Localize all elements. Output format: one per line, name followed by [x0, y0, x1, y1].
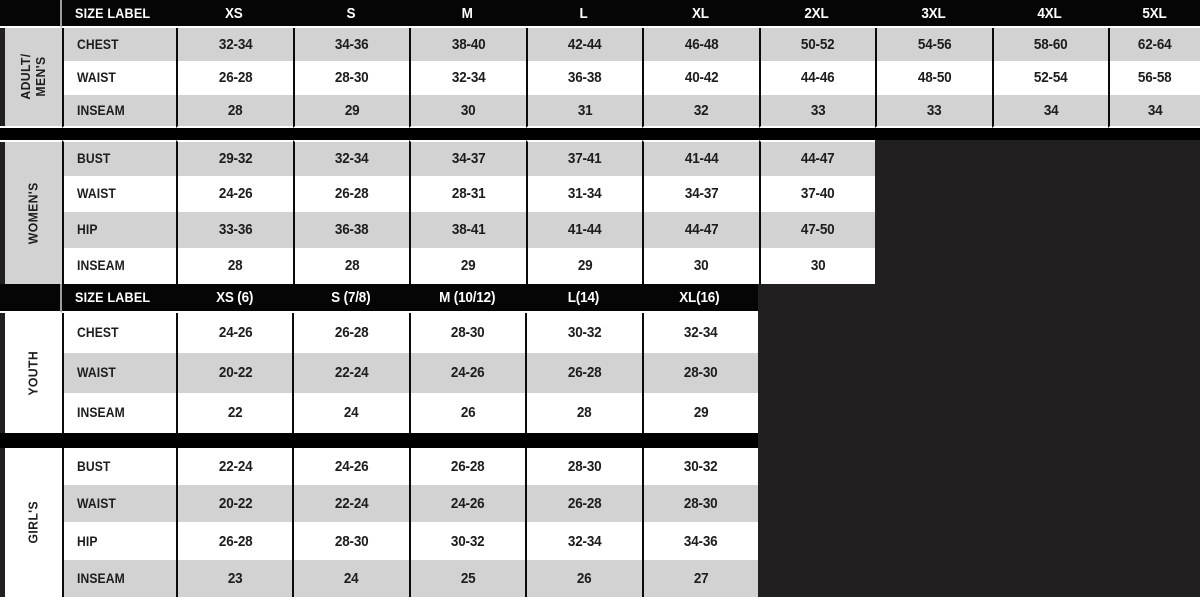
row-label: BUST: [77, 151, 111, 167]
header-size-cell: [409, 284, 525, 313]
measurement-value: 58-60: [1033, 36, 1068, 54]
measurement-cell: [642, 522, 758, 559]
header-size: M (10/12): [438, 288, 496, 306]
side-label-line: WOMEN'S: [25, 182, 41, 244]
side-label-line: YOUTH: [25, 350, 41, 396]
measurement-value: 36-38: [567, 69, 602, 87]
measurement-cell: [409, 248, 526, 284]
measurement-value: 28: [577, 404, 592, 422]
measurement-value: 32-34: [567, 532, 602, 550]
measurement-cell: [176, 248, 293, 284]
measurement-cell: [1108, 28, 1200, 61]
measurement-value: 29: [344, 101, 360, 119]
row-label-cell: [62, 560, 176, 597]
measurement-cell: [526, 248, 643, 284]
measurement-cell: [409, 28, 526, 61]
measurement-cell: [642, 448, 758, 485]
header-size-cell: [176, 284, 292, 313]
section-separator: [0, 433, 758, 448]
measurement-value: 30-32: [451, 532, 485, 550]
row-label-cell: [62, 176, 176, 212]
measurement-value: 22: [227, 404, 243, 422]
measurement-value: 24-26: [451, 495, 485, 513]
measurement-value: 30: [810, 257, 826, 275]
measurement-cell: [759, 61, 876, 94]
measurement-cell: [176, 560, 292, 597]
measurement-cell: [759, 28, 876, 61]
measurement-cell: [176, 28, 293, 61]
measurement-cell: [292, 560, 408, 597]
measurement-cell: [525, 448, 641, 485]
row-label-cell: [62, 28, 176, 61]
section-separator: [0, 128, 1200, 140]
measurement-cell: [292, 353, 408, 393]
header-size-cell: [293, 0, 410, 28]
side-label-girls: [26, 501, 41, 544]
measurement-value: 52-54: [1033, 69, 1068, 87]
measurement-value: 28: [227, 257, 243, 275]
measurement-cell: [642, 140, 759, 176]
measurement-cell: [293, 248, 410, 284]
side-label-youth: [26, 351, 41, 396]
measurement-value: 32-34: [218, 36, 253, 54]
row-label-cell: [62, 393, 176, 433]
measurement-cell: [1108, 95, 1200, 128]
side-label-line: ADULT/: [17, 53, 33, 101]
measurement-cell: [176, 448, 292, 485]
measurement-value: 37-41: [567, 150, 602, 168]
measurement-value: 26-28: [334, 185, 369, 203]
header-size: S: [346, 4, 356, 22]
measurement-value: 38-40: [451, 36, 486, 54]
measurement-value: 37-40: [800, 185, 835, 203]
measurement-value: 62-64: [1138, 36, 1172, 54]
row-label: WAIST: [77, 496, 116, 512]
measurement-cell: [642, 212, 759, 248]
measurement-value: 24-26: [218, 324, 253, 342]
row-label-cell: [62, 248, 176, 284]
measurement-value: 31-34: [567, 185, 602, 203]
header-size: XS (6): [215, 288, 253, 306]
measurement-cell: [642, 61, 759, 94]
side-label-cell-girls: [0, 448, 62, 597]
measurement-cell: [176, 393, 292, 433]
header-corner-cell: [0, 0, 62, 28]
measurement-cell: [292, 393, 408, 433]
measurement-value: 44-47: [684, 221, 719, 239]
measurement-cell: [642, 248, 759, 284]
header-size: 4XL: [1037, 4, 1062, 22]
measurement-cell: [759, 176, 876, 212]
row-label: INSEAM: [77, 258, 125, 274]
measurement-value: 27: [693, 569, 709, 587]
row-label: WAIST: [77, 365, 116, 381]
measurement-cell: [292, 448, 408, 485]
measurement-value: 30: [693, 257, 709, 275]
header-size-cell: [176, 0, 293, 28]
side-label-cell-youth: [0, 313, 62, 433]
measurement-value: 22-24: [218, 458, 253, 476]
measurement-cell: [642, 313, 758, 353]
measurement-value: 34-37: [684, 185, 719, 203]
side-label-cell-womens: [0, 140, 62, 284]
measurement-value: 25: [460, 569, 476, 587]
measurement-value: 54-56: [917, 36, 952, 54]
measurement-value: 56-58: [1138, 69, 1172, 87]
measurement-value: 20-22: [218, 364, 253, 382]
measurement-value: 20-22: [218, 495, 253, 513]
measurement-value: 26-28: [567, 364, 602, 382]
measurement-value: 34-36: [683, 532, 718, 550]
measurement-value: 32: [693, 101, 709, 119]
measurement-value: 33: [926, 101, 942, 119]
measurement-value: 32-34: [451, 69, 486, 87]
measurement-cell: [293, 95, 410, 128]
measurement-cell: [526, 61, 643, 94]
header-size: L(14): [567, 288, 600, 306]
measurement-value: 28-30: [334, 69, 369, 87]
measurement-value: 30: [460, 101, 476, 119]
measurement-value: 29: [460, 257, 476, 275]
header-size: XS: [225, 4, 244, 22]
header-size-label-cell: [62, 284, 176, 313]
measurement-value: 26-28: [334, 324, 369, 342]
measurement-cell: [176, 140, 293, 176]
measurement-value: 28-30: [683, 495, 718, 513]
measurement-value: 36-38: [334, 221, 369, 239]
measurement-cell: [293, 176, 410, 212]
row-label: CHEST: [77, 325, 119, 341]
measurement-value: 30-32: [567, 324, 602, 342]
header-size-cell: [525, 284, 641, 313]
row-label-cell: [62, 61, 176, 94]
measurement-value: 29: [577, 257, 593, 275]
measurement-cell: [759, 212, 876, 248]
measurement-value: 28: [227, 101, 243, 119]
header-size-cell: [526, 0, 643, 28]
header-size-label: SIZE LABEL: [75, 5, 151, 21]
measurement-cell: [176, 176, 293, 212]
measurement-cell: [409, 140, 526, 176]
measurement-cell: [292, 313, 408, 353]
measurement-cell: [293, 140, 410, 176]
header-size-cell: [292, 284, 408, 313]
measurement-value: 26-28: [218, 69, 253, 87]
measurement-cell: [176, 485, 292, 522]
measurement-cell: [642, 353, 758, 393]
measurement-cell: [526, 140, 643, 176]
header-size-label: SIZE LABEL: [75, 289, 151, 306]
measurement-cell: [409, 313, 525, 353]
measurement-cell: [176, 212, 293, 248]
measurement-cell: [176, 522, 292, 559]
measurement-value: 41-44: [567, 221, 602, 239]
side-label-line: MEN'S: [32, 56, 48, 98]
row-label-cell: [62, 212, 176, 248]
measurement-value: 34-37: [451, 150, 486, 168]
row-label: INSEAM: [77, 405, 125, 421]
measurement-value: 34-36: [334, 36, 369, 54]
measurement-value: 22-24: [334, 495, 369, 513]
measurement-value: 28-31: [451, 185, 486, 203]
measurement-cell: [642, 95, 759, 128]
measurement-value: 31: [577, 101, 593, 119]
row-label-cell: [62, 448, 176, 485]
measurement-value: 23: [227, 569, 243, 587]
header-size: M: [461, 4, 473, 22]
header-size-cell: [642, 0, 759, 28]
measurement-value: 41-44: [684, 150, 719, 168]
row-label-cell: [62, 485, 176, 522]
header-size-cell: [875, 0, 992, 28]
measurement-cell: [642, 485, 758, 522]
header-size: 5XL: [1141, 4, 1167, 22]
measurement-cell: [759, 248, 876, 284]
measurement-value: 33: [810, 101, 826, 119]
measurement-cell: [526, 95, 643, 128]
measurement-value: 22-24: [334, 364, 369, 382]
row-label: INSEAM: [77, 570, 125, 586]
row-label-cell: [62, 95, 176, 128]
section-girls: [0, 448, 758, 597]
measurement-value: 28: [344, 257, 360, 275]
measurement-value: 24: [344, 404, 359, 422]
measurement-cell: [759, 95, 876, 128]
measurement-value: 48-50: [917, 69, 952, 87]
measurement-cell: [759, 140, 876, 176]
measurement-cell: [409, 485, 525, 522]
measurement-value: 44-47: [800, 150, 835, 168]
measurement-value: 42-44: [567, 36, 602, 54]
measurement-cell: [642, 560, 758, 597]
measurement-value: 26-28: [218, 532, 253, 550]
measurement-value: 26-28: [451, 458, 485, 476]
measurement-value: 24-26: [218, 185, 253, 203]
measurement-value: 26: [460, 404, 476, 422]
row-label: HIP: [77, 222, 98, 238]
measurement-cell: [875, 95, 992, 128]
measurement-cell: [176, 61, 293, 94]
section-womens: [0, 140, 875, 284]
header-size-cell: [409, 0, 526, 28]
row-label: HIP: [77, 533, 98, 549]
measurement-cell: [409, 448, 525, 485]
measurement-cell: [992, 61, 1109, 94]
measurement-cell: [293, 212, 410, 248]
row-label-cell: [62, 353, 176, 393]
measurement-value: 47-50: [800, 221, 835, 239]
header-size-cell: [642, 284, 758, 313]
measurement-value: 24-26: [451, 364, 485, 382]
measurement-cell: [409, 61, 526, 94]
header-size: XL: [691, 4, 709, 22]
measurement-cell: [992, 95, 1109, 128]
measurement-value: 30-32: [683, 458, 718, 476]
measurement-value: 28-30: [683, 364, 718, 382]
side-label-line: GIRL'S: [25, 501, 41, 544]
row-label: CHEST: [77, 37, 119, 53]
measurement-cell: [992, 28, 1109, 61]
measurement-cell: [409, 393, 525, 433]
measurement-cell: [526, 176, 643, 212]
measurement-value: 28-30: [567, 458, 602, 476]
section-adult-mens: [0, 0, 1200, 128]
measurement-value: 32-34: [334, 150, 369, 168]
header-size-label-cell: [62, 0, 176, 28]
measurement-cell: [293, 28, 410, 61]
row-label-cell: [62, 313, 176, 353]
measurement-cell: [525, 353, 641, 393]
measurement-value: 38-41: [451, 221, 486, 239]
measurement-cell: [525, 485, 641, 522]
measurement-cell: [525, 522, 641, 559]
measurement-value: 40-42: [684, 69, 719, 87]
side-label-cell-adult-mens: [0, 28, 62, 128]
header-size: XL(16): [679, 288, 720, 306]
header-size-cell: [759, 0, 876, 28]
measurement-value: 34: [1043, 101, 1059, 119]
measurement-value: 24-26: [334, 458, 369, 476]
row-label: WAIST: [77, 70, 116, 86]
measurement-value: 50-52: [800, 36, 835, 54]
header-size-cell: [1108, 0, 1200, 28]
measurement-cell: [642, 176, 759, 212]
measurement-cell: [293, 61, 410, 94]
measurement-cell: [176, 313, 292, 353]
measurement-value: 26-28: [567, 495, 602, 513]
measurement-value: 44-46: [800, 69, 835, 87]
side-label-womens: [26, 182, 41, 244]
measurement-value: 34: [1147, 101, 1163, 119]
header-size: 2XL: [804, 4, 829, 22]
measurement-cell: [292, 522, 408, 559]
measurement-cell: [409, 212, 526, 248]
measurement-cell: [525, 313, 641, 353]
row-label-cell: [62, 140, 176, 176]
measurement-value: 26: [577, 569, 592, 587]
measurement-cell: [409, 560, 525, 597]
measurement-cell: [292, 485, 408, 522]
measurement-value: 29: [693, 404, 709, 422]
measurement-value: 46-48: [684, 36, 719, 54]
measurement-value: 28-30: [451, 324, 485, 342]
side-label-adult-mens: [19, 54, 48, 100]
measurement-cell: [526, 28, 643, 61]
measurement-value: 33-36: [218, 221, 253, 239]
row-label-cell: [62, 522, 176, 559]
measurement-cell: [875, 61, 992, 94]
measurement-cell: [409, 522, 525, 559]
measurement-cell: [875, 28, 992, 61]
measurement-cell: [176, 353, 292, 393]
measurement-cell: [526, 212, 643, 248]
header-corner-cell: [0, 284, 62, 313]
header-size: 3XL: [921, 4, 946, 22]
measurement-cell: [1108, 61, 1200, 94]
row-label: INSEAM: [77, 102, 125, 118]
measurement-value: 29-32: [218, 150, 253, 168]
measurement-value: 28-30: [334, 532, 369, 550]
header-size: L: [579, 4, 588, 22]
measurement-cell: [409, 176, 526, 212]
measurement-cell: [176, 95, 293, 128]
measurement-cell: [409, 95, 526, 128]
measurement-cell: [642, 393, 758, 433]
measurement-value: 32-34: [683, 324, 718, 342]
measurement-cell: [525, 393, 641, 433]
row-label: WAIST: [77, 186, 116, 202]
measurement-cell: [642, 28, 759, 61]
measurement-cell: [525, 560, 641, 597]
section-youth: [0, 284, 758, 433]
measurement-value: 24: [344, 569, 359, 587]
header-size-cell: [992, 0, 1109, 28]
measurement-cell: [409, 353, 525, 393]
row-label: BUST: [77, 459, 111, 475]
header-size: S (7/8): [330, 288, 371, 306]
